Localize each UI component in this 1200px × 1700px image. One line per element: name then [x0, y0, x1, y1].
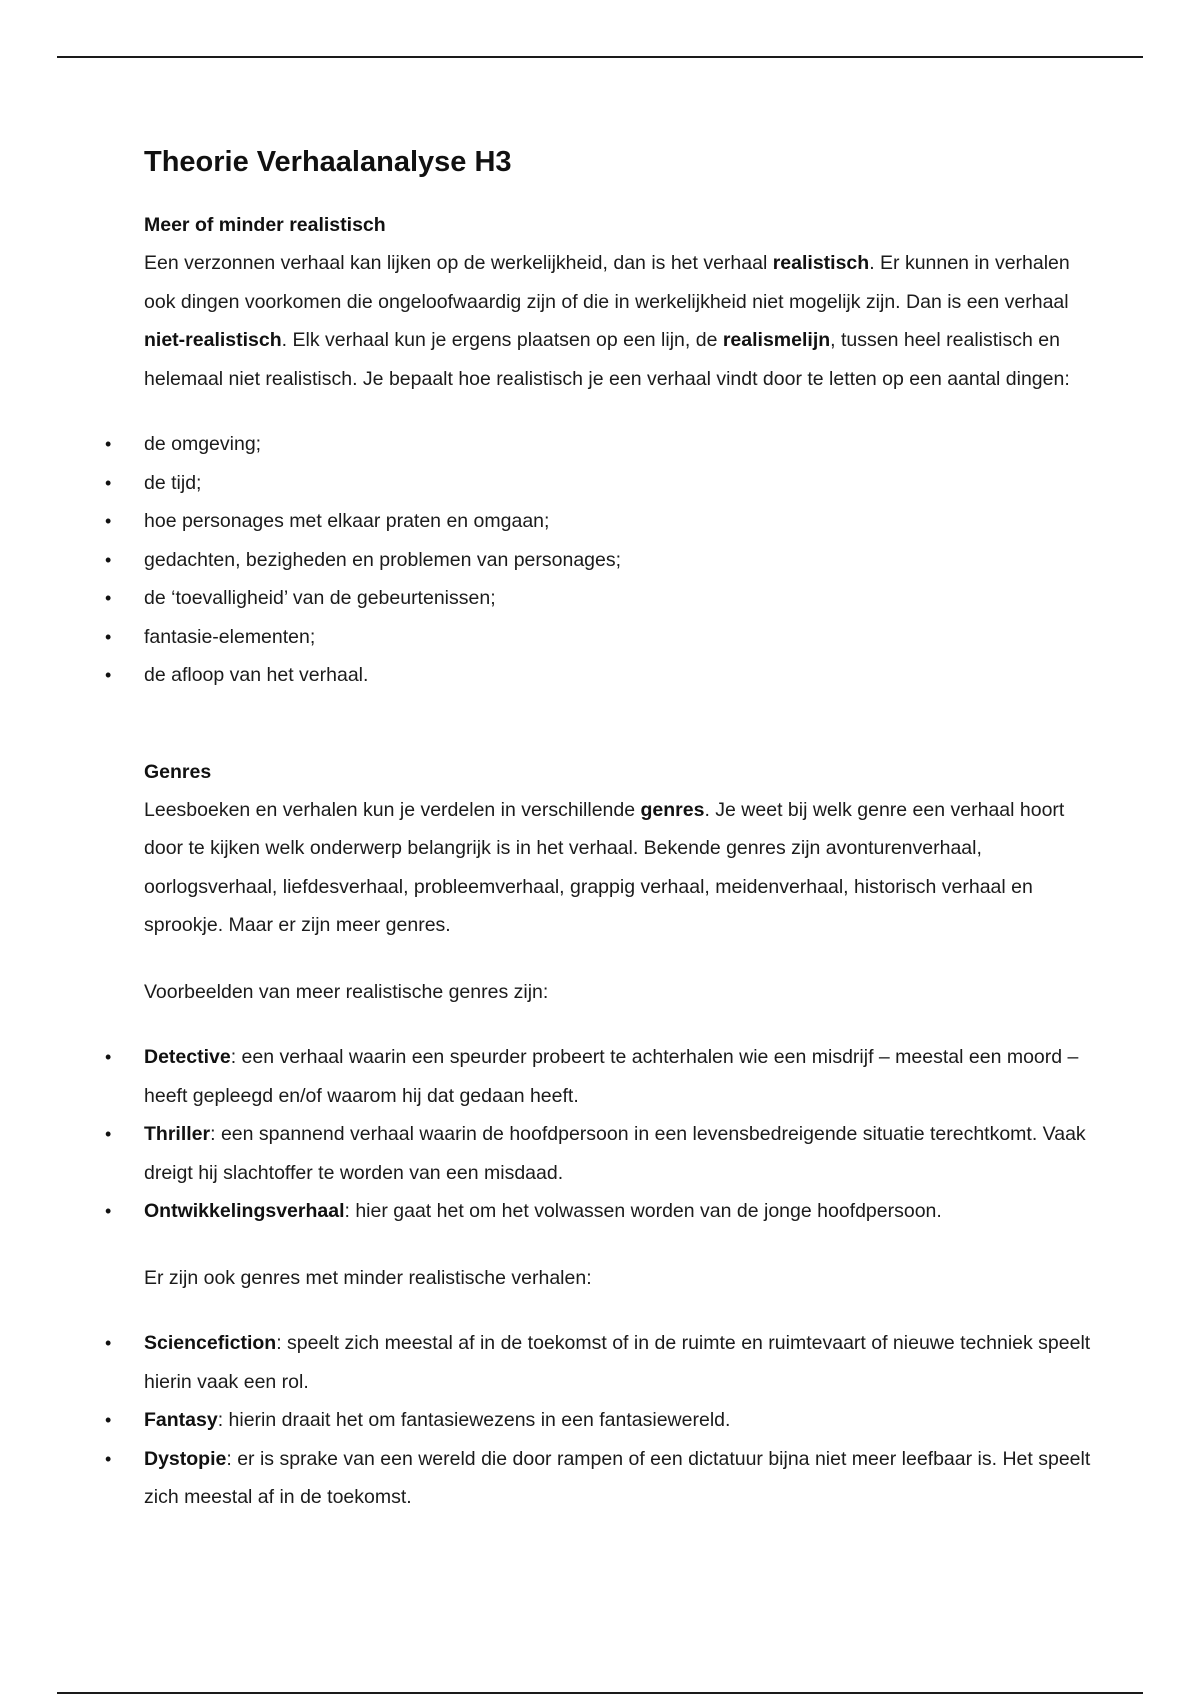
genre-term: Ontwikkelingsverhaal — [144, 1200, 345, 1222]
list-item-text: de tijd; — [144, 471, 202, 494]
realistic-genres-intro: Voorbeelden van meer realistische genres zijn: — [144, 980, 549, 1003]
list-item — [105, 618, 1104, 657]
genre-description: : hier gaat het om het volwassen worden van de jonge hoofdpersoon. — [344, 1200, 942, 1222]
top-rule — [57, 56, 1143, 58]
list-item — [105, 1115, 1104, 1192]
bullet-icon: • — [105, 549, 112, 570]
bullet-icon: • — [105, 588, 112, 608]
bullet-icon: • — [105, 1333, 112, 1353]
genre-term: Fantasy — [144, 1409, 218, 1431]
unrealistic-genres-list — [105, 1324, 1104, 1517]
bullet-icon: • — [105, 1410, 112, 1430]
genre-description: : een verhaal waarin een speurder probeert te achterhalen wie een misdrijf – meestal een moord – heeft gepleegd en/of waarom hij dat gedaan heeft. — [144, 1046, 1079, 1107]
list-item — [105, 1324, 1104, 1401]
list-item-text: fantasie-elementen; — [144, 625, 316, 648]
paragraph-text: . Je weet bij welk genre een verhaal hoort door te kijken welk onderwerp belangrijk is in het verhaal. Bekende genres zijn avonturenverhaal, oorlogsverhaal, liefdesverhaal, probleemverhaal, grappig verhaal, meidenverhaal, historisch verhaal en sprookje. Maar er zijn meer genres. — [144, 798, 1065, 936]
paragraph-text: Leesboeken en verhalen kun je verdelen in verschillende — [144, 798, 641, 821]
bullet-icon: • — [105, 1201, 112, 1221]
genre-description: : speelt zich meestal af in de toekomst of in de ruimte en ruimtevaart of nieuwe techniek speelt hierin vaak een rol. — [144, 1332, 1091, 1393]
list-item — [105, 1401, 1104, 1440]
list-item-text: hoe personages met elkaar praten en omgaan; — [144, 510, 550, 532]
list-item — [105, 1440, 1104, 1517]
realistic-genres-list — [105, 1038, 1104, 1231]
term-niet-realistisch: niet-realistisch — [144, 329, 282, 351]
term-genres: genres — [640, 798, 705, 821]
realism-criteria-list — [105, 425, 1104, 695]
genre-term: Thriller — [144, 1123, 211, 1145]
section-paragraph-realism — [144, 244, 1104, 398]
bullet-icon: • — [105, 626, 112, 647]
genre-term: Detective — [144, 1046, 231, 1068]
section-heading-realism: Meer of minder realistisch — [144, 214, 386, 236]
bullet-icon: • — [105, 1448, 112, 1469]
list-item-text: gedachten, bezigheden en problemen van personages; — [144, 548, 622, 571]
paragraph-text: , tussen heel realistisch en helemaal niet realistisch. Je bepaalt hoe realistisch je een verhaal vindt door te letten op een aantal dingen: — [144, 329, 1070, 390]
genre-description: : hierin draait het om fantasiewezens in een fantasiewereld. — [217, 1409, 731, 1431]
paragraph-text: . Er kunnen in verhalen ook dingen voorkomen die ongeloofwaardig zijn of die in werkelijkheid niet mogelijk zijn. Dan is een verhaal — [144, 252, 1070, 313]
bullet-icon: • — [105, 511, 112, 531]
bullet-icon: • — [105, 1124, 112, 1144]
list-item-text: de omgeving; — [144, 433, 262, 455]
genre-term: Sciencefiction — [144, 1332, 277, 1354]
document-body — [105, 138, 1104, 1517]
list-item-text: de ‘toevalligheid’ van de gebeurtenissen; — [144, 587, 496, 609]
list-item — [105, 502, 1104, 541]
list-item — [105, 425, 1104, 464]
term-realismelijn: realismelijn — [722, 329, 831, 351]
bottom-rule — [57, 1692, 1143, 1694]
bullet-icon: • — [105, 665, 112, 685]
genre-term: Dystopie — [144, 1447, 227, 1470]
paragraph-text: . Elk verhaal kun je ergens plaatsen op een lijn, de — [281, 329, 723, 351]
list-item-text: de afloop van het verhaal. — [144, 664, 369, 686]
genre-description: : er is sprake van een wereld die door rampen of een dictatuur bijna niet meer leefbaar is. Het speelt zich meestal af in de toekomst. — [144, 1447, 1091, 1508]
page-title: Theorie Verhaalanalyse H3 — [144, 146, 512, 178]
bullet-icon: • — [105, 472, 112, 493]
list-item — [105, 656, 1104, 695]
unrealistic-genres-intro: Er zijn ook genres met minder realistische verhalen: — [144, 1266, 592, 1289]
bullet-icon: • — [105, 1047, 112, 1067]
list-item — [105, 1038, 1104, 1115]
paragraph-text: Een verzonnen verhaal kan lijken op de werkelijkheid, dan is het verhaal — [144, 252, 773, 274]
list-item — [105, 579, 1104, 618]
list-item — [105, 1192, 1104, 1231]
section-heading-genres: Genres — [144, 760, 212, 783]
list-item — [105, 464, 1104, 503]
bullet-icon: • — [105, 434, 112, 454]
section-paragraph-genres — [144, 791, 1104, 945]
list-item — [105, 541, 1104, 580]
genre-description: : een spannend verhaal waarin de hoofdpersoon in een levensbedreigende situatie terechtkomt. Vaak dreigt hij slachtoffer te worden van een misdaad. — [144, 1123, 1086, 1184]
term-realistisch: realistisch — [772, 252, 870, 274]
